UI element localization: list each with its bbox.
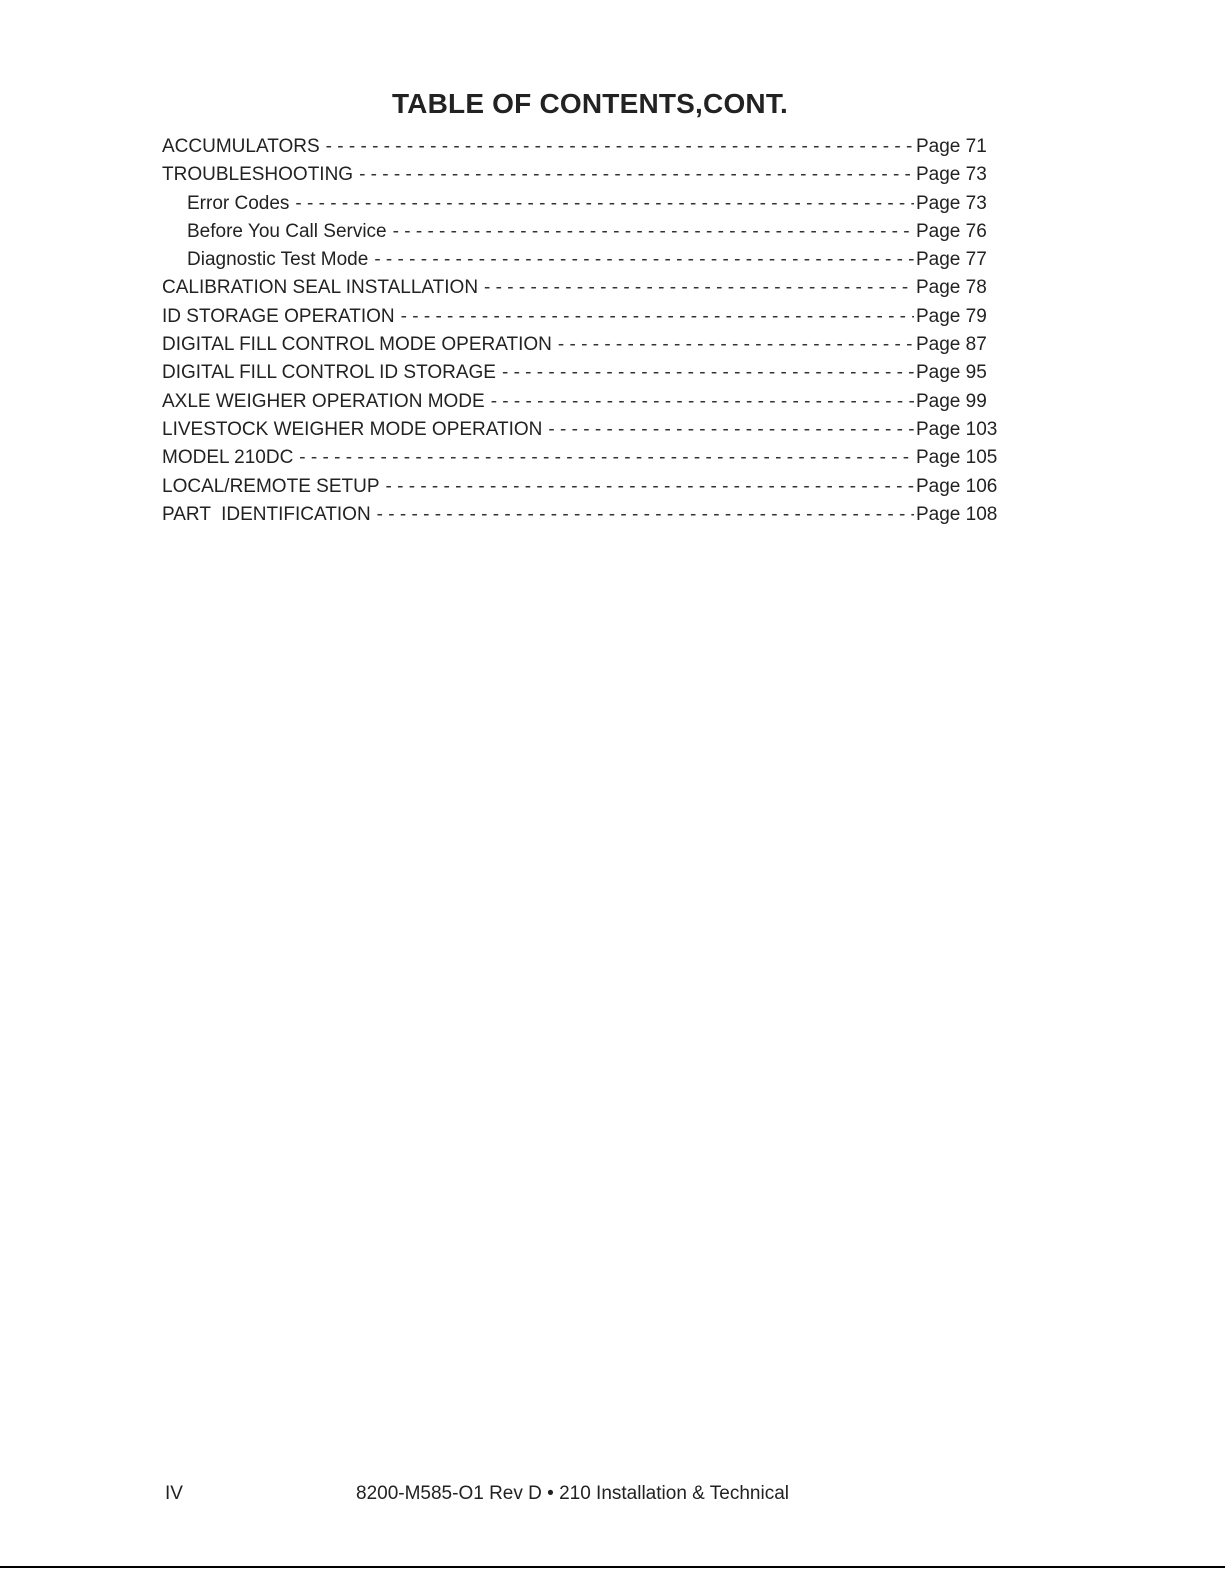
toc-entry-model-210dc[interactable] <box>162 444 1012 472</box>
toc-entry-digital-fill-control-mode-operation[interactable] <box>162 331 1012 359</box>
toc-dot-leader <box>548 416 914 444</box>
toc-dot-leader <box>491 388 914 416</box>
toc-entry-local-remote-setup[interactable] <box>162 473 1012 501</box>
toc-dot-leader <box>326 133 914 161</box>
toc-dot-leader <box>377 501 914 529</box>
footer-document-id: 8200-M585-O1 Rev D • 210 Installation & Technical <box>356 1483 789 1504</box>
toc-entry-axle-weigher-operation-mode[interactable] <box>162 388 1012 416</box>
toc-dot-leader <box>393 218 914 246</box>
toc-entry-part-identification[interactable] <box>162 501 1012 529</box>
toc-entry-label: LIVESTOCK WEIGHER MODE OPERATION <box>162 418 543 440</box>
toc-entry-troubleshooting[interactable] <box>162 161 1012 189</box>
toc-entry-label: LOCAL/REMOTE SETUP <box>162 475 380 497</box>
toc-entry-error-codes[interactable] <box>162 190 1012 218</box>
toc-dot-leader <box>295 190 914 218</box>
toc-entry-page: Page 71 <box>916 136 987 157</box>
toc-entry-label: ACCUMULATORS <box>162 136 320 157</box>
page-title: TABLE OF CONTENTS,CONT. <box>391 88 789 119</box>
toc-entry-label: DIGITAL FILL CONTROL MODE OPERATION <box>162 334 552 356</box>
toc-entry-page: Page 108 <box>916 503 998 525</box>
toc-entry-label: Diagnostic Test Mode <box>187 249 369 271</box>
toc-entry-page: Page 76 <box>916 220 987 242</box>
toc-entry-id-storage-operation[interactable] <box>162 303 1012 331</box>
toc-entry-label: Error Codes <box>187 192 290 214</box>
toc-entry-page: Page 106 <box>916 475 998 497</box>
toc-entry-page: Page 99 <box>916 390 987 412</box>
toc-entry-before-you-call-service[interactable] <box>162 218 1012 246</box>
toc-entry-label: TROUBLESHOOTING <box>162 164 354 186</box>
toc-entry-label: DIGITAL FILL CONTROL ID STORAGE <box>162 362 496 384</box>
toc-entry-digital-fill-control-id-storage[interactable] <box>162 359 1012 387</box>
toc-entry-page: Page 73 <box>916 192 987 214</box>
toc-entry-calibration-seal-installation[interactable] <box>162 274 1012 302</box>
toc-dot-leader <box>299 444 914 472</box>
toc-entry-page: Page 105 <box>916 447 998 469</box>
toc-dot-leader <box>359 161 914 189</box>
toc-dot-leader <box>502 359 914 387</box>
toc-entry-label: Before You Call Service <box>187 220 387 242</box>
toc-entry-accumulators[interactable] <box>162 133 1012 161</box>
toc-entry-livestock-weigher-mode-operation[interactable] <box>162 416 1012 444</box>
toc-dot-leader <box>386 473 915 501</box>
toc-entry-label: AXLE WEIGHER OPERATION MODE <box>162 390 485 412</box>
toc-dot-leader <box>484 274 914 302</box>
toc-entry-page: Page 87 <box>916 334 987 356</box>
table-of-contents <box>162 133 1012 529</box>
toc-entry-label: ID STORAGE OPERATION <box>162 305 395 327</box>
toc-dot-leader <box>401 303 914 331</box>
footer-page-number: IV <box>165 1483 183 1504</box>
toc-entry-page: Page 78 <box>916 277 987 299</box>
page-bottom-rule <box>0 1566 1225 1568</box>
toc-entry-page: Page 77 <box>916 249 987 271</box>
toc-entry-label: CALIBRATION SEAL INSTALLATION <box>162 277 479 299</box>
toc-dot-leader <box>558 331 914 359</box>
toc-entry-label: MODEL 210DC <box>162 447 294 469</box>
toc-entry-diagnostic-test-mode[interactable] <box>162 246 1012 274</box>
toc-entry-label: PART IDENTIFICATION <box>162 503 371 525</box>
toc-entry-page: Page 95 <box>916 362 987 384</box>
toc-entry-page: Page 73 <box>916 164 987 186</box>
toc-entry-page: Page 79 <box>916 305 987 327</box>
toc-dot-leader <box>374 246 914 274</box>
toc-entry-page: Page 103 <box>916 418 998 440</box>
